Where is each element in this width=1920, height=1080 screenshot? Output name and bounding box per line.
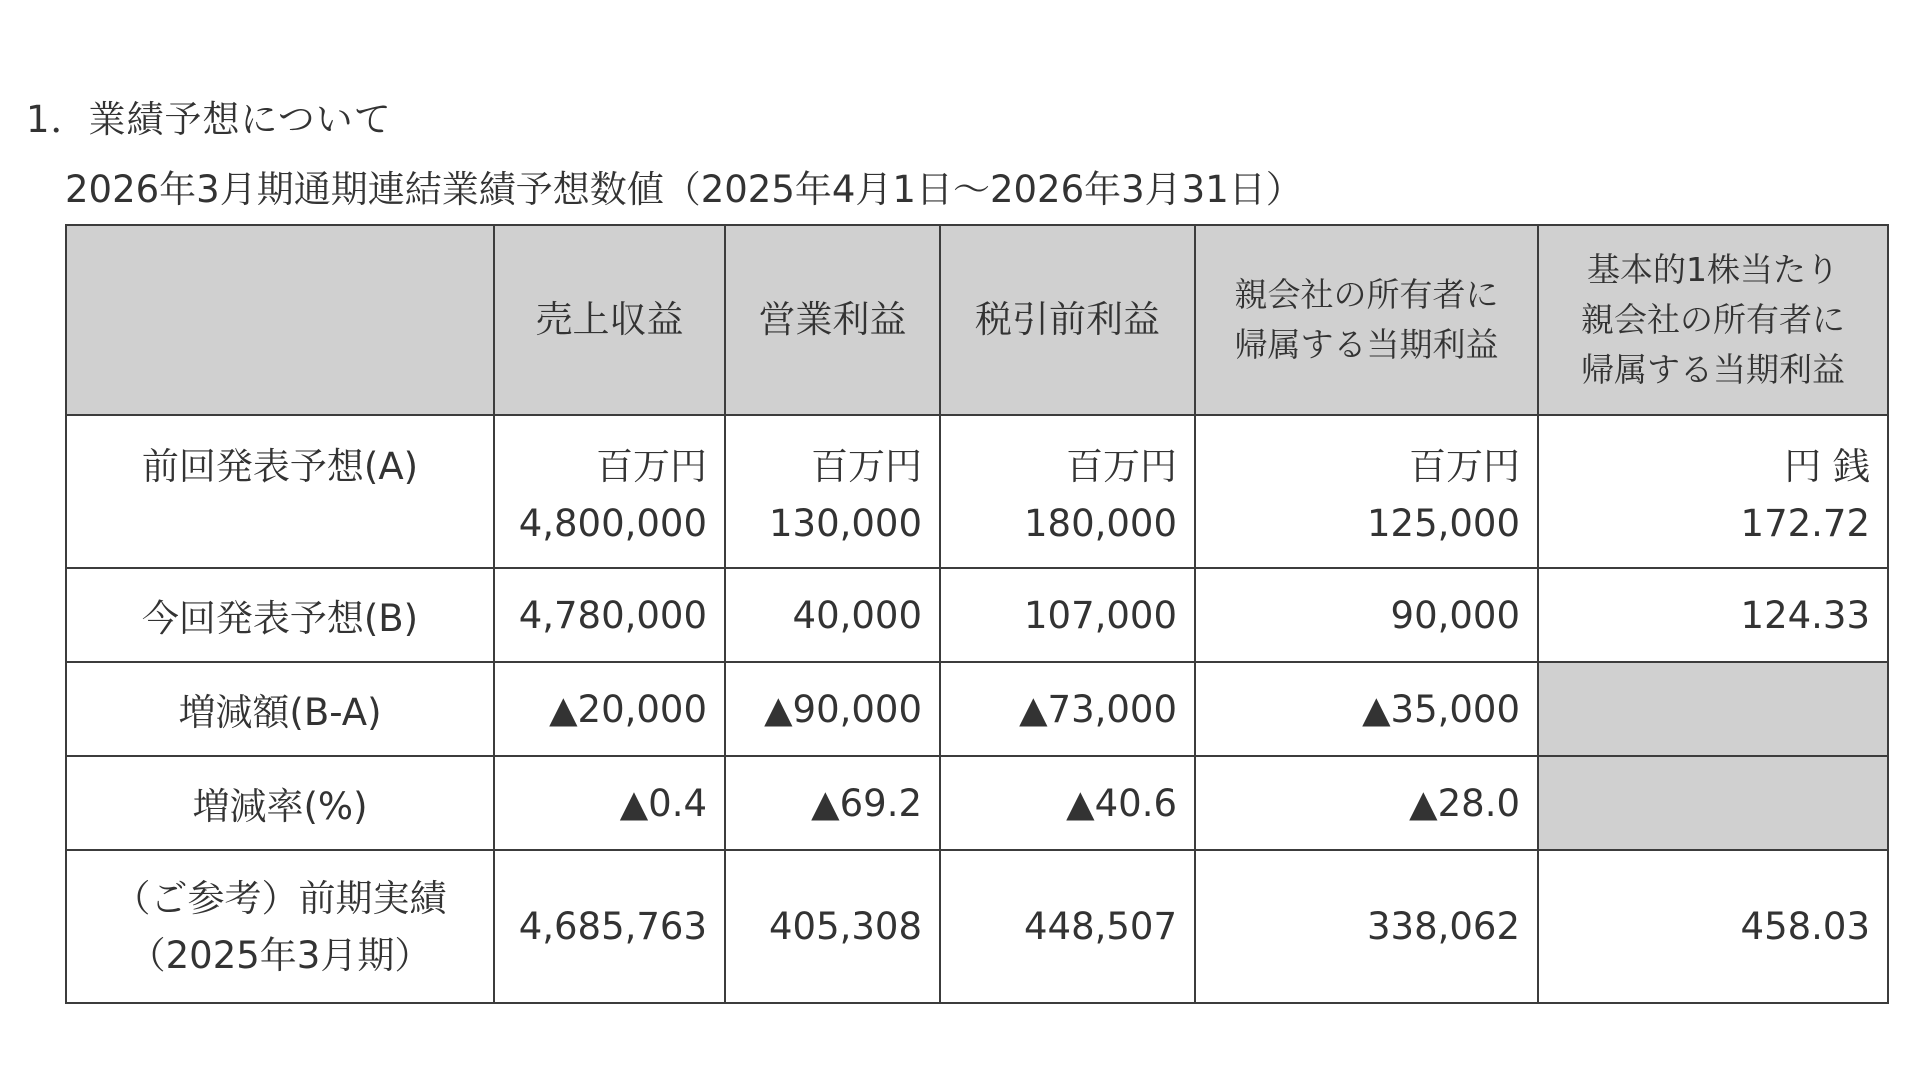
cell-ref-operating-profit: 405,308 [725,850,940,1003]
cell-diff-net-profit: ▲35,000 [1195,662,1538,756]
cell-prev-revenue: 百万円 4,800,000 [494,415,725,568]
cell-diff-operating-profit: ▲90,000 [725,662,940,756]
table-row-change-amount [66,662,1888,756]
cell-rate-profit-before-tax: ▲40.6 [940,756,1195,850]
cell-ref-eps: 458.03 [1538,850,1888,1003]
row-label-previous-forecast: 前回発表予想(A) [66,415,494,568]
cell-rate-revenue: ▲0.4 [494,756,725,850]
cell-curr-operating-profit: 40,000 [725,568,940,662]
table-row-change-rate [66,756,1888,850]
cell-prev-eps: 円 銭 172.72 [1538,415,1888,568]
forecast-table [65,224,1889,1004]
table-row-previous-results [66,850,1888,1003]
table-caption: 2026年3月期通期連結業績予想数値（2025年4月1日～2026年3月31日） [65,168,1303,211]
cell-rate-eps-empty [1538,756,1888,850]
row-label-current-forecast: 今回発表予想(B) [66,568,494,662]
cell-curr-eps: 124.33 [1538,568,1888,662]
cell-diff-profit-before-tax: ▲73,000 [940,662,1195,756]
row-label-previous-results: （ご参考）前期実績 （2025年3月期） [66,850,494,1003]
header-basic-eps: 基本的1株当たり 親会社の所有者に 帰属する当期利益 [1538,225,1888,415]
row-label-change-amount: 増減額(B-A) [66,662,494,756]
cell-ref-revenue: 4,685,763 [494,850,725,1003]
header-net-profit-attributable: 親会社の所有者に 帰属する当期利益 [1195,225,1538,415]
cell-curr-net-profit: 90,000 [1195,568,1538,662]
table-row-previous-forecast [66,415,1888,568]
header-profit-before-tax: 税引前利益 [940,225,1195,415]
table-row-current-forecast [66,568,1888,662]
cell-rate-operating-profit: ▲69.2 [725,756,940,850]
cell-rate-net-profit: ▲28.0 [1195,756,1538,850]
cell-ref-net-profit: 338,062 [1195,850,1538,1003]
header-corner-cell [66,225,494,415]
header-row [66,225,1888,415]
header-revenue: 売上収益 [494,225,725,415]
cell-curr-profit-before-tax: 107,000 [940,568,1195,662]
cell-prev-operating-profit: 百万円 130,000 [725,415,940,568]
row-label-change-rate: 増減率(%) [66,756,494,850]
cell-prev-profit-before-tax: 百万円 180,000 [940,415,1195,568]
cell-diff-eps-empty [1538,662,1888,756]
header-operating-profit: 営業利益 [725,225,940,415]
cell-diff-revenue: ▲20,000 [494,662,725,756]
cell-curr-revenue: 4,780,000 [494,568,725,662]
cell-ref-profit-before-tax: 448,507 [940,850,1195,1003]
section-heading: 1．業績予想について [26,98,392,141]
cell-prev-net-profit: 百万円 125,000 [1195,415,1538,568]
